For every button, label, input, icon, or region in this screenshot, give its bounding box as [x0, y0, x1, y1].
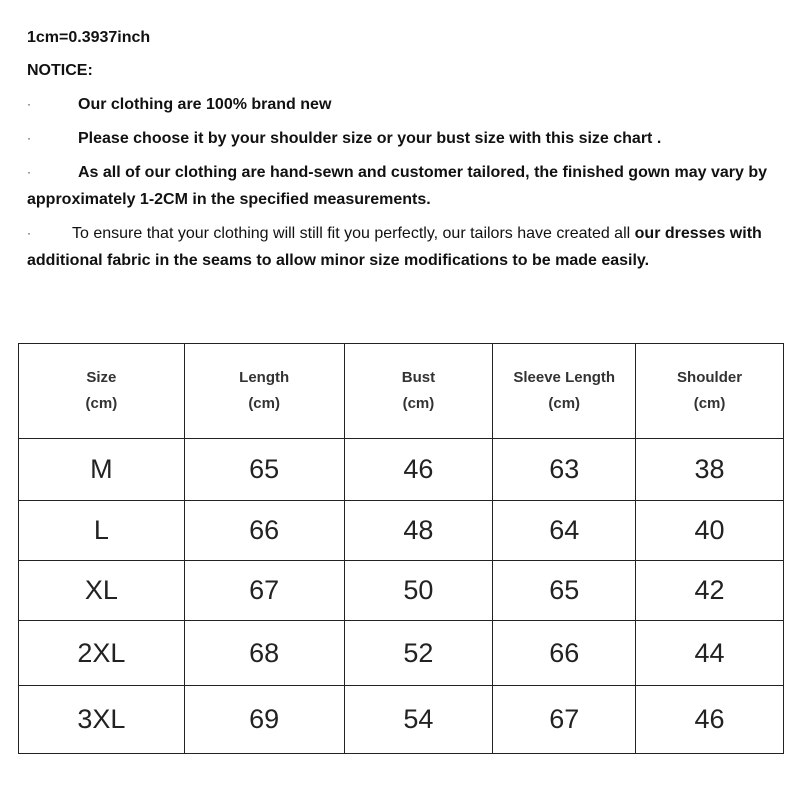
table-cell-length: 65	[184, 439, 344, 501]
notes-section	[27, 28, 777, 274]
table-cell-sleeve-length: 65	[493, 561, 636, 621]
table-cell-size: L	[19, 501, 185, 561]
notice-bullet-4	[27, 220, 777, 274]
notice-bullet-2	[27, 125, 777, 152]
notice-bullet-3	[27, 159, 777, 213]
column-header-label: Length	[239, 369, 290, 386]
table-row	[19, 621, 784, 686]
column-header-unit: (cm)	[548, 395, 581, 412]
table-cell-shoulder: 42	[636, 561, 784, 621]
column-header-size	[19, 344, 185, 439]
table-cell-bust: 54	[344, 686, 493, 754]
table-cell-sleeve-length: 63	[493, 439, 636, 501]
table-cell-length: 68	[184, 621, 344, 686]
table-header-row	[19, 344, 784, 439]
bullet-dot-icon: ·	[27, 97, 31, 111]
column-header-label: Sleeve Length	[513, 369, 616, 386]
table-cell-bust: 46	[344, 439, 493, 501]
table-cell-sleeve-length: 64	[493, 501, 636, 561]
table-cell-length: 66	[184, 501, 344, 561]
table-row	[19, 561, 784, 621]
column-header-unit: (cm)	[248, 395, 280, 412]
table-cell-shoulder: 38	[636, 439, 784, 501]
table-cell-shoulder: 40	[636, 501, 784, 561]
unit-conversion: 1cm=0.3937inch	[27, 29, 151, 46]
table-row	[19, 501, 784, 561]
notice-bullet-text: As all of our clothing are hand-sewn and customer tailored, the finished gown may vary by approximately 1-2CM in the specified measurements.	[27, 164, 768, 208]
table-cell-bust: 52	[344, 621, 493, 686]
notice-bullet-text: Our clothing are 100% brand new	[78, 96, 332, 113]
table-cell-bust: 48	[344, 501, 493, 561]
column-header-unit: (cm)	[402, 395, 435, 412]
table-cell-shoulder: 44	[636, 621, 784, 686]
table-cell-sleeve-length: 67	[493, 686, 636, 754]
column-header-unit: (cm)	[693, 395, 726, 412]
column-header-unit: (cm)	[85, 395, 118, 412]
notice-bullet-text: Please choose it by your shoulder size or your bust size with this size chart .	[78, 130, 662, 147]
table-cell-size: M	[19, 439, 185, 501]
table-row	[19, 439, 784, 501]
table-cell-size: 2XL	[19, 621, 185, 686]
notice-bullet-text-bold: our dresses with additional fabric in the seams to allow minor size modifications to be made easily.	[27, 225, 762, 269]
notice-bullet-text	[27, 220, 777, 274]
table-cell-sleeve-length: 66	[493, 621, 636, 686]
column-header-sleeve-length	[493, 344, 636, 439]
notice-heading: NOTICE:	[27, 62, 93, 79]
bullet-dot-icon: ·	[27, 226, 31, 240]
table-cell-length: 67	[184, 561, 344, 621]
bullet-dot-icon: ·	[27, 131, 31, 145]
column-header-length	[184, 344, 344, 439]
column-header-shoulder	[636, 344, 784, 439]
size-chart-table	[18, 343, 784, 754]
notice-bullet-text-light: To ensure that your clothing will still fit you perfectly, our tailors have created all	[72, 225, 635, 242]
column-header-label: Bust	[401, 369, 436, 386]
table-row	[19, 686, 784, 754]
table-cell-size: 3XL	[19, 686, 185, 754]
table-cell-bust: 50	[344, 561, 493, 621]
table-cell-size: XL	[19, 561, 185, 621]
column-header-label: Size	[86, 369, 117, 386]
bullet-dot-icon: ·	[27, 165, 31, 179]
table-cell-shoulder: 46	[636, 686, 784, 754]
notice-bullet-1	[27, 91, 777, 118]
table-cell-length: 69	[184, 686, 344, 754]
column-header-bust	[344, 344, 493, 439]
column-header-label: Shoulder	[677, 369, 743, 386]
